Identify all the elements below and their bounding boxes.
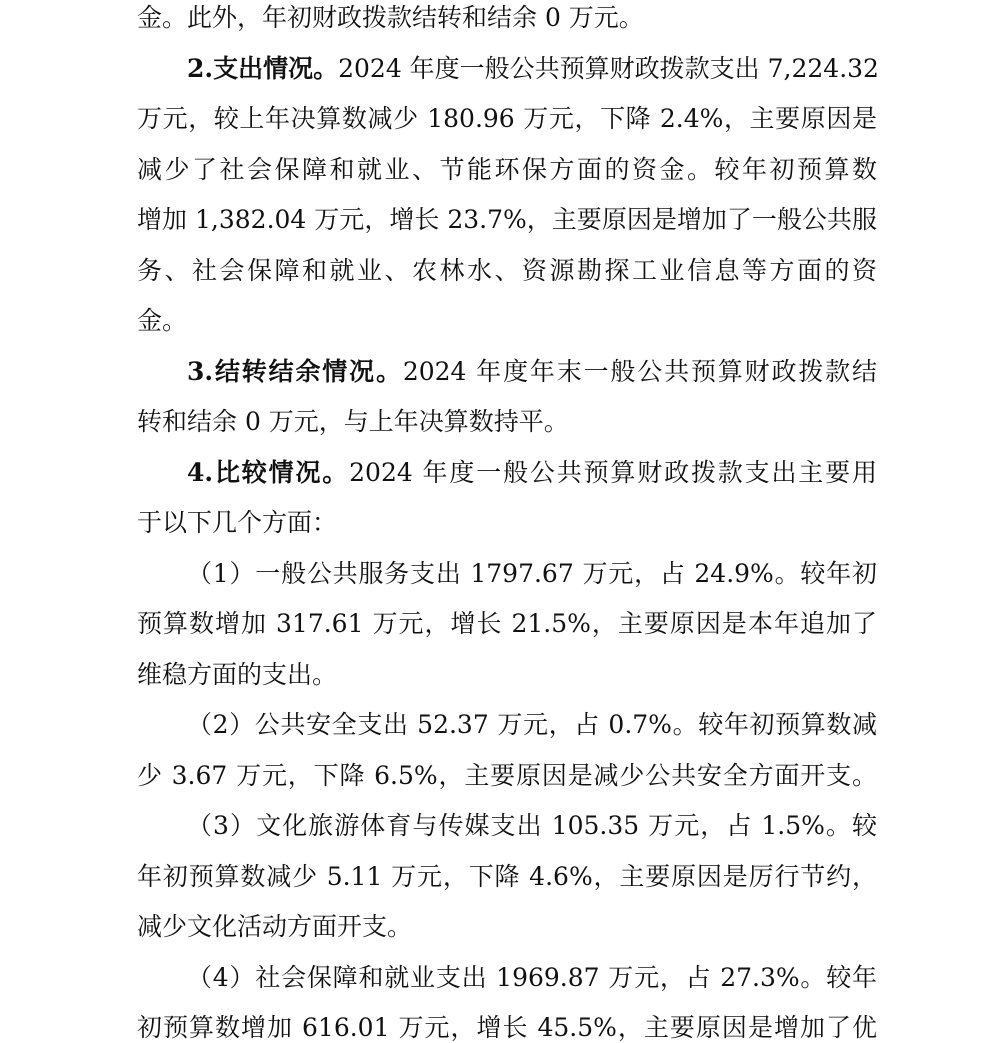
text-line: [137, 54, 877, 84]
text-line: （2）公共安全支出 52.37 万元，占 0.7%。较年初预算数减: [187, 710, 877, 739]
text-line: 减少了社会保障和就业、节能环保方面的资金。较年初预算数: [137, 155, 877, 184]
text-line: 转和结余 0 万元，与上年决算数持平。: [137, 407, 569, 436]
text-line: 预算数增加 317.61 万元，增长 21.5%，主要原因是本年追加了: [137, 609, 877, 638]
text-line: 年初预算数减少 5.11 万元，下降 4.6%，主要原因是厉行节约，: [137, 862, 877, 891]
text-span: 2024 年度一般公共预算财政拨款支出 7,224.32: [338, 54, 879, 83]
text-line: （3）文化旅游体育与传媒支出 105.35 万元，占 1.5%。较: [187, 811, 877, 840]
text-line: [137, 458, 877, 488]
text-line: 金。: [137, 306, 188, 335]
text-line: 增加 1,382.04 万元，增长 23.7%，主要原因是增加了一般公共服: [137, 205, 877, 234]
text-line: （1）一般公共服务支出 1797.67 万元，占 24.9%。较年初: [187, 559, 877, 588]
text-line: 维稳方面的支出。: [137, 660, 338, 689]
text-line: 万元，较上年决算数减少 180.96 万元，下降 2.4%，主要原因是: [137, 104, 877, 133]
text-span: 2024 年度年末一般公共预算财政拨款结: [402, 357, 877, 386]
section-heading: 4.比较情况。: [187, 458, 350, 487]
text-line: 初预算数增加 616.01 万元，增长 45.5%，主要原因是增加了优: [137, 1013, 877, 1042]
text-line: 金。此外，年初财政拨款结转和结余 0 万元。: [137, 3, 644, 32]
section-heading: 3.结转结余情况。: [187, 357, 403, 386]
text-line: （4）社会保障和就业支出 1969.87 万元，占 27.3%。较年: [187, 963, 877, 992]
text-line: 减少文化活动方面开支。: [137, 912, 413, 941]
text-line: 务、社会保障和就业、农林水、资源勘探工业信息等方面的资: [137, 256, 877, 285]
section-heading: 2.支出情况。: [187, 54, 339, 83]
text-line: [137, 357, 877, 387]
text-line: 少 3.67 万元，下降 6.5%，主要原因是减少公共安全方面开支。: [137, 761, 877, 790]
text-span: 2024 年度一般公共预算财政拨款支出主要用: [349, 458, 877, 487]
text-line: 于以下几个方面：: [137, 508, 338, 537]
